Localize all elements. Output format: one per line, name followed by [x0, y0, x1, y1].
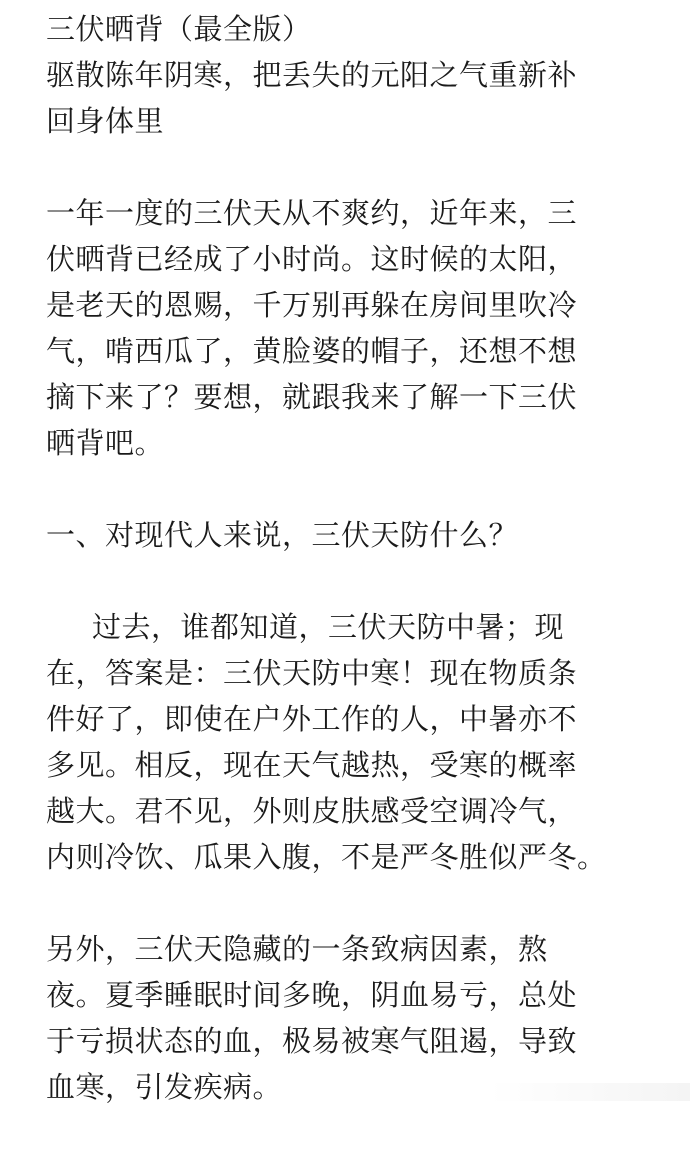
subtitle-line: 驱散陈年阴寒，把丢失的元阳之气重新补 [46, 58, 578, 92]
paragraph-line: 夜。夏季睡眠时间多晚，阴血易亏，总处 [46, 978, 578, 1012]
article-title [46, 0, 666, 144]
paragraph-line: 于亏损状态的血，极易被寒气阻遏，导致 [46, 1024, 578, 1058]
paragraph-line: 气，啃西瓜了，黄脸婆的帽子，还想不想 [46, 334, 578, 368]
section-heading-text: 一、对现代人来说，三伏天防什么？ [46, 518, 519, 552]
paragraph-line: 内则冷饮、瓜果入腹，不是严冬胜似严冬。 [46, 840, 607, 874]
paragraph-line: 过去，谁都知道，三伏天防中暑；现 [92, 610, 565, 644]
section-heading [46, 512, 666, 558]
paragraph-line: 一年一度的三伏天从不爽约，近年来，三 [46, 196, 578, 230]
paragraph-line: 血寒，引发疾病。 [46, 1070, 283, 1104]
intro-paragraph [46, 190, 666, 466]
paragraph-line: 晒背吧。 [46, 426, 165, 460]
paragraph-line: 多见。相反，现在天气越热，受寒的概率 [46, 748, 578, 782]
paragraph-line: 越大。君不见，外则皮肤感受空调冷气， [46, 794, 578, 828]
subtitle-line: 回身体里 [46, 104, 165, 138]
bottom-edge-shade [490, 1083, 690, 1101]
section1-paragraph [46, 604, 666, 880]
paragraph-line: 伏晒背已经成了小时尚。这时候的太阳， [46, 242, 578, 276]
paragraph-line: 摘下来了？要想，就跟我来了解一下三伏 [46, 380, 578, 414]
paragraph-line: 件好了，即使在户外工作的人，中暑亦不 [46, 702, 578, 736]
article [46, 0, 666, 1156]
title-line: 三伏晒背（最全版） [46, 12, 312, 46]
paragraph-line: 另外，三伏天隐藏的一条致病因素，熬 [46, 932, 548, 966]
paragraph-line: 在，答案是：三伏天防中寒！现在物质条 [46, 656, 578, 690]
paragraph-line: 是老天的恩赐，千万别再躲在房间里吹冷 [46, 288, 578, 322]
